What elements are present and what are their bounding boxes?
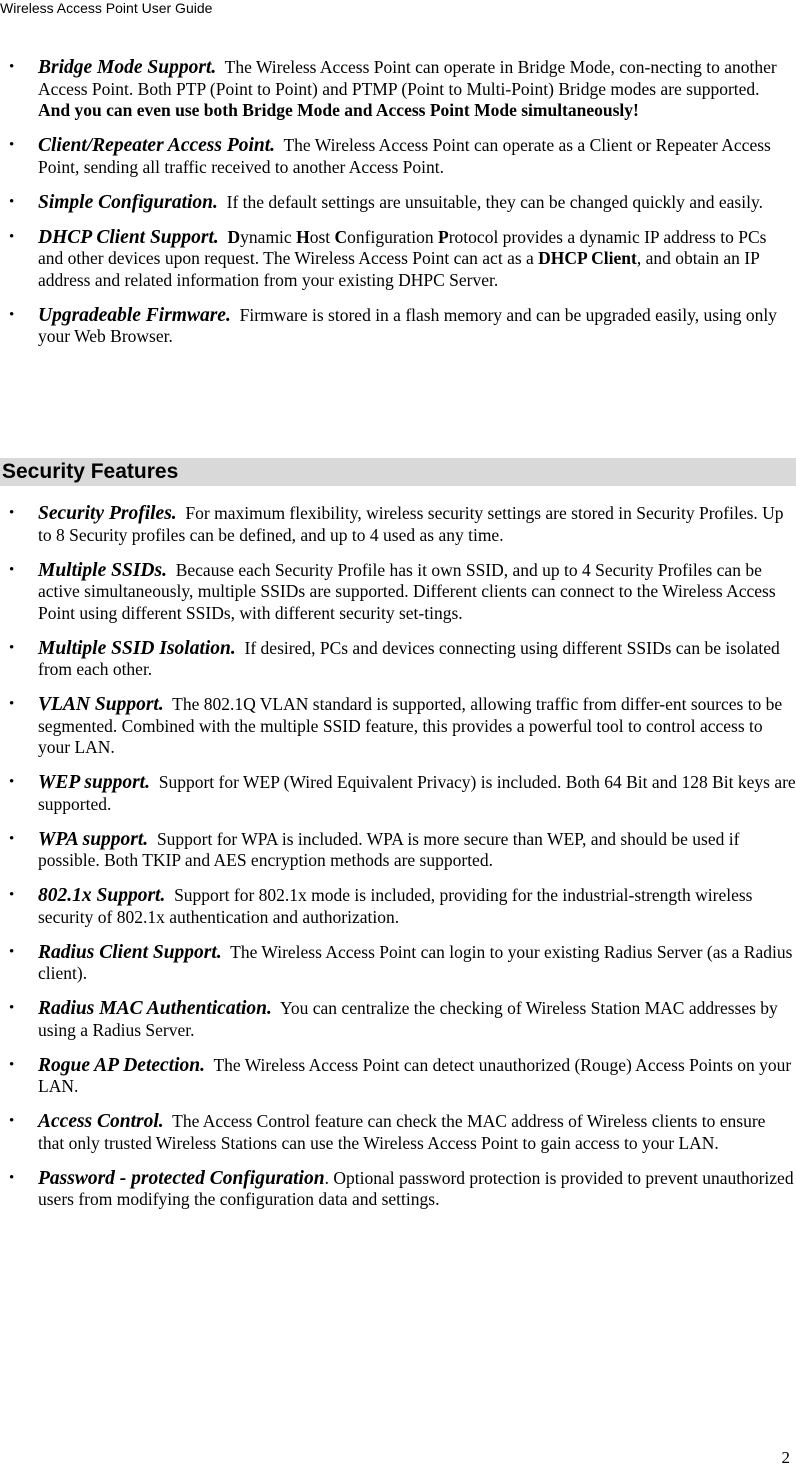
feature-note: And you can even use both Bridge Mode and Access Point Mode simultaneously! <box>38 100 639 120</box>
dhcp-c: C <box>334 226 348 247</box>
dhcp-h: H <box>296 226 310 247</box>
feature-text: You can centralize the checking of Wireless Station MAC addresses by using a Radius Server. <box>38 998 778 1040</box>
list-item <box>0 1055 796 1098</box>
feature-text: The Wireless Access Point can login to your existing Radius Server (as a Radius client). <box>38 941 793 983</box>
feature-text: The 802.1Q VLAN standard is supported, allowing traffic from differ-ent sources to be segmented. Combined with the multiple SSID feature, this provides a powerful tool to control access to your LAN. <box>38 694 783 757</box>
bullet-icon: • <box>9 830 15 847</box>
feature-term: WEP support. <box>38 772 150 793</box>
list-item <box>0 829 796 872</box>
bullet-icon: • <box>9 306 15 323</box>
feature-term: Upgradeable Firmware. <box>38 304 231 326</box>
bullet-icon: • <box>9 505 15 521</box>
bullet-icon: • <box>9 774 15 790</box>
section-heading: Security Features <box>0 458 796 486</box>
list-item <box>0 135 796 178</box>
bullet-icon: • <box>9 887 15 903</box>
dhcp-client: DHCP Client <box>538 248 637 268</box>
feature-text: Firmware is stored in a flash memory and can be upgraded easily, using only your Web Browser. <box>38 304 777 346</box>
list-item <box>0 638 796 681</box>
list-item <box>0 885 796 928</box>
feature-term: Multiple SSIDs. <box>38 559 167 581</box>
feature-term: Radius MAC Authentication. <box>38 998 272 1019</box>
feature-text: The Wireless Access Point can operate in Bridge Mode, con-necting to another Access Point. Both PTP (Point to Point) and PTMP (Point to Multi-Point) Bridge modes are supported. <box>38 57 777 99</box>
feature-text: If desired, PCs and devices connecting using different SSIDs can be isolated from each other. <box>38 637 780 679</box>
feature-text: If the default settings are unsuitable, they can be changed quickly and easily. <box>226 191 763 212</box>
feature-term: Security Profiles. <box>38 503 177 524</box>
feature-term: Access Control. <box>38 1111 164 1132</box>
bullet-icon: • <box>9 59 15 75</box>
dhcp-h-rest: ost <box>309 226 335 247</box>
feature-term: WPA support. <box>38 828 149 850</box>
feature-text: Support for WEP (Wired Equivalent Privacy) is included. Both 64 Bit and 128 Bit keys are supported. <box>38 772 796 814</box>
bullet-icon: • <box>9 561 15 578</box>
feature-text: Support for WPA is included. WPA is more secure than WEP, and should be used if possible. Both TKIP and AES encryption methods are supported. <box>38 828 740 870</box>
feature-list <box>0 57 796 361</box>
list-item <box>0 57 796 122</box>
list-item <box>0 192 796 214</box>
feature-term: Password - protected Configuration <box>38 1167 325 1189</box>
feature-term: Bridge Mode Support. <box>38 57 217 78</box>
list-item <box>0 942 796 985</box>
bullet-icon: • <box>9 696 15 712</box>
list-item <box>0 227 796 292</box>
dhcp-p: P <box>438 226 449 247</box>
page-number: 2 <box>781 1448 790 1467</box>
feature-term: 802.1x Support. <box>38 885 166 906</box>
list-item <box>0 1111 796 1154</box>
dhcp-tail: , and obtain an IP address and related information from your existing DHPC Server. <box>38 248 760 290</box>
list-item <box>0 772 796 815</box>
list-item <box>0 694 796 759</box>
feature-text: Support for 802.1x mode is included, providing for the industrial-strength wireless security of 802.1x authentication and authorization. <box>38 885 753 927</box>
bullet-icon: • <box>9 1056 15 1073</box>
list-item <box>0 998 796 1041</box>
bullet-icon: • <box>9 193 15 210</box>
bullet-icon: • <box>9 228 15 245</box>
list-item <box>0 503 796 546</box>
list-item <box>0 305 796 348</box>
feature-term: VLAN Support. <box>38 694 164 715</box>
bullet-icon: • <box>9 1000 15 1016</box>
feature-text: For maximum flexibility, wireless security settings are stored in Security Profiles. Up to 8 Security profiles can be defined, and up to 4 used as any time. <box>38 503 784 545</box>
bullet-icon: • <box>9 639 15 656</box>
feature-term: Client/Repeater Access Point. <box>38 135 276 156</box>
feature-term: Rogue AP Detection. <box>38 1054 205 1076</box>
bullet-icon: • <box>9 1113 15 1129</box>
list-item <box>0 560 796 625</box>
feature-text: The Access Control feature can check the MAC address of Wireless clients to ensure that only trusted Wireless Stations can use the Wireless Access Point to gain access to your LAN. <box>38 1111 766 1153</box>
page-header: Wireless Access Point User Guide <box>0 0 213 16</box>
bullet-icon: • <box>9 943 15 960</box>
feature-text: . Optional password protection is provided to prevent unauthorized users from modifying the configuration data and settings. <box>38 1167 794 1209</box>
feature-term: Radius Client Support. <box>38 941 222 963</box>
feature-term: Simple Configuration. <box>38 191 218 213</box>
bullet-icon: • <box>9 137 15 153</box>
list-item <box>0 1168 796 1211</box>
dhcp-c-rest: onfiguration <box>347 226 439 247</box>
dhcp-d: D <box>227 226 241 247</box>
feature-text: Because each Security Profile has it own SSID, and up to 4 Security Profiles can be active simultaneously, multiple SSIDs are supported. Different clients can connect to the Wireless Access Point using different SSIDs, with different security set-tings. <box>38 559 776 623</box>
dhcp-d-rest: ynamic <box>240 226 297 247</box>
bullet-icon: • <box>9 1169 15 1186</box>
feature-term: Multiple SSID Isolation. <box>38 637 236 659</box>
feature-term: DHCP Client Support. <box>38 226 219 248</box>
security-list <box>0 503 796 1224</box>
feature-text: The Wireless Access Point can operate as a Client or Repeater Access Point, sending all traffic received to another Access Point. <box>38 135 771 177</box>
dhcp-p-rest: rotocol provides a dynamic IP address to PCs and other devices upon request. The Wireless Access Point can act as a <box>38 226 767 268</box>
feature-text: The Wireless Access Point can detect unauthorized (Rouge) Access Points on your LAN. <box>38 1054 792 1096</box>
